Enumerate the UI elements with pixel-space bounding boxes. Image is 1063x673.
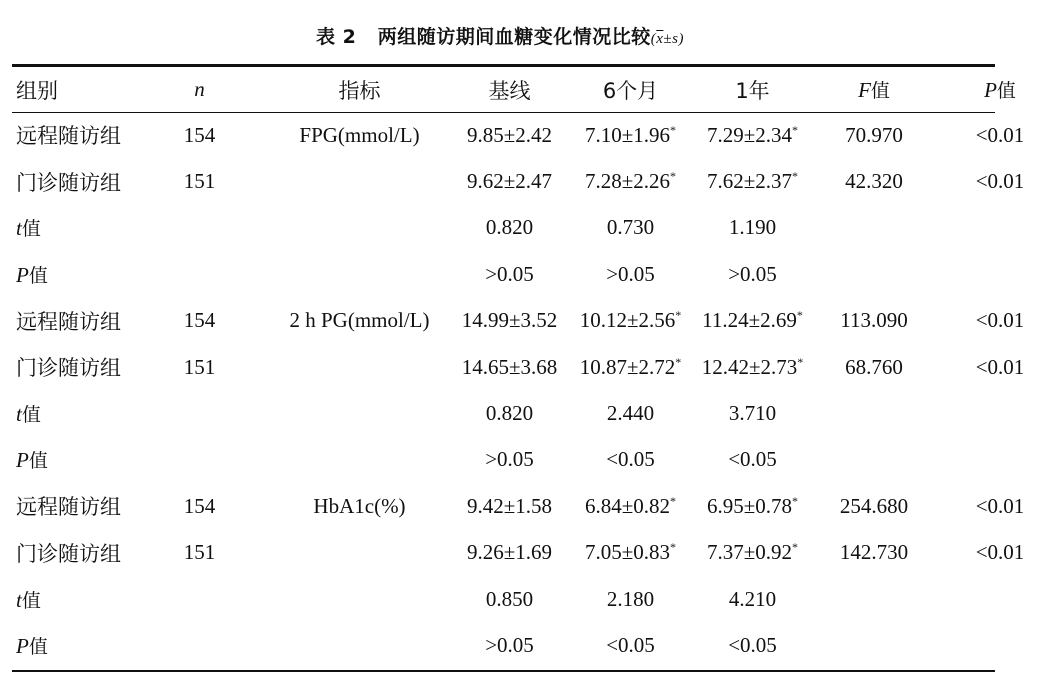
cell-group: 门诊随访组	[16, 356, 121, 381]
cell-baseline: >0.05	[485, 447, 534, 472]
cell-n	[132, 576, 267, 622]
cell-n: 151	[183, 169, 216, 194]
significance-marker: *	[792, 169, 799, 184]
cell-p-value: <0.01	[975, 308, 1025, 333]
cell-baseline: >0.05	[485, 632, 534, 657]
table-row	[12, 390, 1063, 436]
header-p-value: P值	[984, 78, 1016, 102]
significance-marker: *	[670, 493, 677, 508]
cell-baseline: >0.05	[485, 261, 534, 286]
cell-1-year: 12.42±2.73*	[701, 354, 804, 379]
cell-n: 154	[183, 308, 216, 333]
cell-1-year: 6.95±0.78*	[706, 493, 799, 518]
cell-f-value	[811, 251, 937, 297]
cell-p-value	[937, 390, 1063, 436]
cell-n	[132, 437, 267, 483]
stat-label: t值	[16, 587, 41, 612]
cell-1-year: 1.190	[728, 215, 777, 240]
table-bottom-rule	[12, 670, 995, 672]
stat-label: t值	[16, 216, 41, 241]
cell-1-year: <0.05	[728, 447, 777, 472]
cell-group: 远程随访组	[16, 309, 121, 334]
cell-n: 154	[183, 122, 216, 147]
cell-p-value: <0.01	[975, 540, 1025, 565]
cell-f-value: 68.760	[845, 354, 903, 379]
cell-f-value: 113.090	[840, 308, 908, 333]
significance-marker: *	[792, 493, 799, 508]
comparison-table	[12, 67, 1063, 669]
cell-indicator	[267, 390, 452, 436]
cell-f-value: 42.320	[845, 169, 903, 194]
header-6-months: 6个月	[602, 78, 659, 103]
cell-n	[132, 622, 267, 668]
cell-p-value: <0.01	[975, 493, 1025, 518]
cell-f-value	[811, 437, 937, 483]
cell-1-year: 3.710	[728, 401, 777, 426]
cell-baseline: 0.820	[485, 215, 534, 240]
table-row	[12, 576, 1063, 622]
significance-marker: *	[670, 122, 677, 137]
stat-label: P值	[16, 448, 48, 473]
cell-p-value: <0.01	[975, 354, 1025, 379]
cell-p-value	[937, 622, 1063, 668]
significance-marker: *	[797, 354, 804, 369]
cell-baseline: 14.99±3.52	[461, 308, 558, 333]
cell-indicator: FPG(mmol/L)	[299, 122, 420, 147]
significance-marker: *	[670, 169, 677, 184]
cell-p-value	[937, 205, 1063, 251]
cell-indicator: 2 h PG(mmol/L)	[289, 308, 430, 333]
header-indicator: 指标	[338, 78, 381, 103]
cell-baseline: 0.820	[485, 401, 534, 426]
cell-baseline: 14.65±3.68	[461, 354, 558, 379]
cell-6-months: 6.84±0.82*	[584, 493, 677, 518]
cell-f-value	[811, 390, 937, 436]
cell-1-year: 11.24±2.69*	[702, 308, 803, 333]
cell-6-months: 0.730	[606, 215, 655, 240]
table-row	[12, 344, 1063, 390]
cell-p-value	[937, 437, 1063, 483]
table-caption	[0, 22, 1000, 49]
cell-n	[132, 390, 267, 436]
stat-label: P值	[16, 633, 48, 658]
significance-marker: *	[675, 308, 682, 323]
cell-p-value	[937, 576, 1063, 622]
table-row	[12, 205, 1063, 251]
table-row	[12, 437, 1063, 483]
cell-indicator	[267, 622, 452, 668]
cell-p-value: <0.01	[975, 169, 1025, 194]
cell-n	[132, 205, 267, 251]
cell-1-year: 7.29±2.34*	[706, 122, 799, 147]
cell-baseline: 9.42±1.58	[466, 493, 553, 518]
cell-indicator	[267, 205, 452, 251]
cell-f-value	[811, 205, 937, 251]
cell-6-months: 10.87±2.72*	[579, 354, 682, 379]
cell-6-months: <0.05	[606, 447, 655, 472]
cell-6-months: >0.05	[606, 261, 655, 286]
cell-6-months: 10.12±2.56*	[579, 308, 682, 333]
cell-6-months: 2.440	[606, 401, 655, 426]
significance-marker: *	[792, 122, 799, 137]
stat-label: P值	[16, 262, 48, 287]
cell-indicator	[267, 158, 452, 204]
header-1-year: 1年	[735, 78, 770, 103]
cell-f-value: 254.680	[839, 493, 909, 518]
header-n: n	[194, 77, 205, 101]
cell-6-months: 7.28±2.26*	[584, 169, 677, 194]
table-row	[12, 622, 1063, 668]
cell-baseline: 0.850	[485, 586, 534, 611]
cell-indicator	[267, 576, 452, 622]
significance-marker: *	[796, 308, 803, 323]
cell-f-value	[811, 622, 937, 668]
cell-baseline: 9.85±2.42	[466, 122, 553, 147]
cell-6-months: 7.05±0.83*	[584, 540, 677, 565]
cell-group: 远程随访组	[16, 495, 121, 520]
header-group: 组别	[16, 78, 58, 103]
table-row	[12, 483, 1063, 529]
cell-n: 151	[183, 540, 216, 565]
cell-p-value	[937, 251, 1063, 297]
caption-label: 表 2	[316, 26, 357, 48]
caption-statistic: $(\overline{x}\pm s)$	[650, 31, 684, 47]
cell-n	[132, 251, 267, 297]
cell-6-months: 2.180	[606, 586, 655, 611]
cell-indicator: HbA1c(%)	[313, 493, 406, 518]
significance-marker: *	[670, 540, 677, 555]
cell-baseline: 9.26±1.69	[466, 540, 553, 565]
header-baseline: 基线	[488, 78, 531, 103]
table-row	[12, 530, 1063, 576]
cell-baseline: 9.62±2.47	[466, 169, 553, 194]
cell-6-months: <0.05	[606, 632, 655, 657]
table-row	[12, 298, 1063, 344]
cell-1-year: 7.37±0.92*	[706, 540, 799, 565]
cell-1-year: <0.05	[728, 632, 777, 657]
cell-group: 远程随访组	[16, 124, 121, 149]
cell-indicator	[267, 437, 452, 483]
table-row	[12, 112, 1063, 158]
cell-group: 门诊随访组	[16, 541, 121, 566]
cell-f-value: 70.970	[845, 122, 903, 147]
header-f-value: F值	[858, 78, 890, 102]
significance-marker: *	[675, 354, 682, 369]
caption-title: 两组随访期间血糖变化情况比较	[377, 26, 651, 48]
significance-marker: *	[792, 540, 799, 555]
table-row	[12, 251, 1063, 297]
table-row	[12, 158, 1063, 204]
cell-1-year: 7.62±2.37*	[706, 169, 799, 194]
cell-6-months: 7.10±1.96*	[584, 122, 677, 147]
cell-indicator	[267, 251, 452, 297]
cell-1-year: 4.210	[728, 586, 777, 611]
cell-1-year: >0.05	[728, 261, 777, 286]
cell-indicator	[267, 344, 452, 390]
cell-f-value: 142.730	[839, 540, 909, 565]
cell-indicator	[267, 530, 452, 576]
stat-label: t值	[16, 402, 41, 427]
cell-f-value	[811, 576, 937, 622]
cell-p-value: <0.01	[975, 122, 1025, 147]
cell-n: 154	[183, 493, 216, 518]
cell-group: 门诊随访组	[16, 170, 121, 195]
cell-n: 151	[183, 354, 216, 379]
table-header-row	[12, 67, 1063, 112]
